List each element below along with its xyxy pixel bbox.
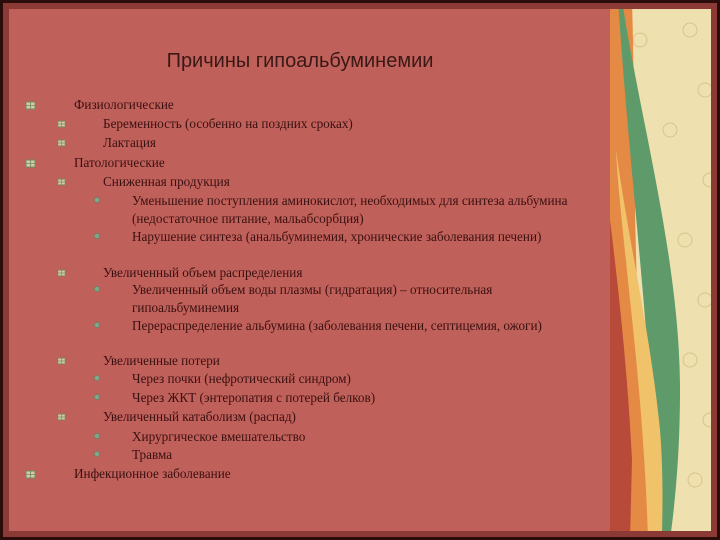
list-item: Патологические	[74, 155, 165, 170]
list-item: Инфекционное заболевание	[74, 466, 231, 481]
list-item: Перераспределение альбумина (заболевания печени, септицемия, ожоги)	[132, 318, 542, 333]
list-item: Через ЖКТ (энтеропатия с потерей белков)	[132, 390, 376, 405]
list-item: Увеличенный объем распределения	[103, 265, 303, 280]
list-item: Сниженная продукция	[103, 174, 230, 189]
square-bullet-icon	[57, 120, 66, 128]
round-bullet-icon	[94, 375, 100, 381]
square-bullet-icon	[57, 413, 66, 421]
round-bullet-icon	[94, 197, 100, 203]
list-item: Хирургическое вмешательство	[132, 429, 306, 444]
list-item: Травма	[132, 447, 173, 462]
list-item: Уменьшение поступления аминокислот, необходимых для синтеза альбумина (недостаточное питание, мальабсорбция)	[132, 193, 568, 226]
list-item: Увеличенный объем воды плазмы (гидратация) – относительная гипоальбуминемия	[132, 282, 493, 315]
list-item: Лактация	[103, 135, 156, 150]
round-bullet-icon	[94, 433, 100, 439]
list-item: Нарушение синтеза (анальбуминемия, хронические заболевания печени)	[132, 229, 542, 244]
square-bullet-icon	[25, 159, 36, 168]
decorative-side-panel	[610, 0, 720, 540]
list-item: Беременность (особенно на поздних сроках)	[103, 116, 353, 131]
round-bullet-icon	[94, 233, 100, 239]
list-item: Увеличенные потери	[103, 353, 220, 368]
square-bullet-icon	[57, 269, 66, 277]
round-bullet-icon	[94, 451, 100, 457]
square-bullet-icon	[57, 357, 66, 365]
list-item: Физиологические	[74, 97, 174, 112]
round-bullet-icon	[94, 322, 100, 328]
square-bullet-icon	[57, 178, 66, 186]
round-bullet-icon	[94, 394, 100, 400]
round-bullet-icon	[94, 286, 100, 292]
square-bullet-icon	[57, 139, 66, 147]
square-bullet-icon	[25, 101, 36, 110]
list-item: Через почки (нефротический синдром)	[132, 371, 351, 386]
list-item: Увеличенный катаболизм (распад)	[103, 409, 296, 424]
square-bullet-icon	[25, 470, 36, 479]
slide-title: Причины гипоальбуминемии	[166, 50, 434, 72]
